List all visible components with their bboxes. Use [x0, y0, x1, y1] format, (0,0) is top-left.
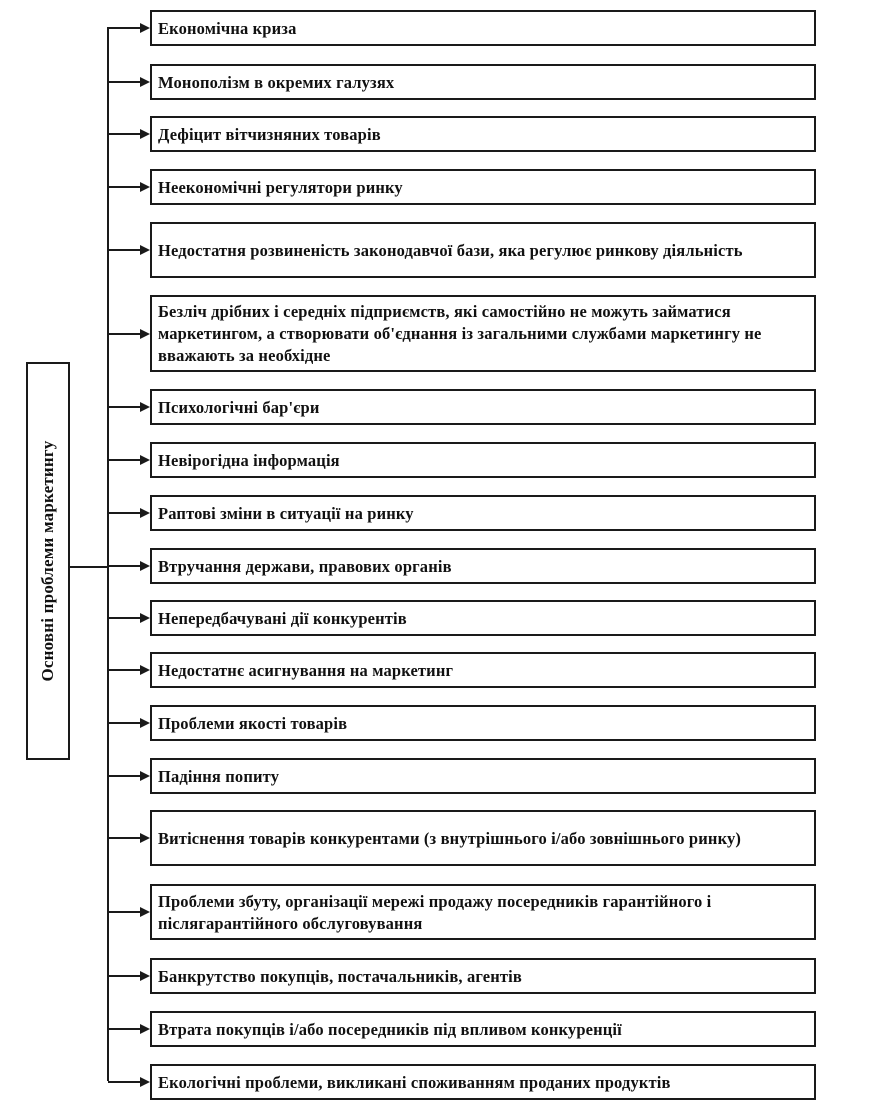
problem-box	[150, 64, 816, 100]
branch-connector	[108, 512, 142, 514]
problem-box	[150, 958, 816, 994]
root-connector	[70, 566, 108, 568]
arrow-head-icon	[140, 1024, 150, 1034]
problem-box	[150, 389, 816, 425]
arrow-head-icon	[140, 718, 150, 728]
problem-label: Монополізм в окремих галузях	[158, 72, 395, 92]
problem-box	[150, 442, 816, 478]
arrow-head-icon	[140, 329, 150, 339]
branch-connector	[108, 27, 142, 29]
branch-connector	[108, 81, 142, 83]
problem-box	[150, 810, 816, 866]
problem-box	[150, 169, 816, 205]
arrow-head-icon	[140, 971, 150, 981]
problem-box	[150, 495, 816, 531]
branch-connector	[108, 249, 142, 251]
problem-label: Банкрутство покупців, постачальників, агентів	[158, 966, 522, 986]
branch-connector	[108, 1028, 142, 1030]
problem-label: Безліч дрібних і середніх підприємств, які самостійно не можуть займатися маркетингом, а створювати об'єднання із загальними службами маркетингу не вважають за необхідне	[158, 302, 762, 365]
arrow-head-icon	[140, 455, 150, 465]
branch-connector	[108, 669, 142, 671]
branch-connector	[108, 186, 142, 188]
arrow-head-icon	[140, 613, 150, 623]
branch-connector	[108, 911, 142, 913]
problem-label: Недостатнє асигнування на маркетинг	[158, 660, 454, 680]
problem-label: Витіснення товарів конкурентами (з внутрішнього і/або зовнішнього ринку)	[158, 828, 742, 848]
arrow-head-icon	[140, 245, 150, 255]
branch-connector	[108, 975, 142, 977]
arrow-head-icon	[140, 77, 150, 87]
problem-label: Проблеми якості товарів	[158, 713, 348, 733]
problem-label: Проблеми збуту, організації мережі продажу посередників гарантійного і післягарантійного обслуговування	[158, 891, 712, 933]
problem-box	[150, 652, 816, 688]
arrow-head-icon	[140, 665, 150, 675]
root-label: Основні проблеми маркетингу	[38, 440, 57, 682]
problem-box	[150, 1011, 816, 1047]
problem-label: Втручання держави, правових органів	[158, 556, 452, 576]
problem-label: Втрата покупців і/або посередників під впливом конкуренції	[158, 1019, 622, 1039]
problem-box	[150, 884, 816, 940]
problem-box	[150, 10, 816, 46]
arrow-head-icon	[140, 129, 150, 139]
problem-label: Недостатня розвиненість законодавчої бази, яка регулює ринкову діяльність	[158, 240, 743, 260]
problem-box	[150, 116, 816, 152]
branch-connector	[108, 459, 142, 461]
problem-label: Падіння попиту	[158, 766, 280, 786]
problem-box	[150, 295, 816, 372]
arrow-head-icon	[140, 23, 150, 33]
branch-connector	[108, 617, 142, 619]
arrow-head-icon	[140, 561, 150, 571]
branch-connector	[108, 565, 142, 567]
problem-box	[150, 222, 816, 278]
root-node	[26, 362, 70, 760]
problem-label: Психологічні бар'єри	[158, 397, 320, 417]
problem-label: Невірогідна інформація	[158, 450, 340, 470]
problem-box	[150, 758, 816, 794]
branch-connector	[108, 333, 142, 335]
problem-label: Раптові зміни в ситуації на ринку	[158, 503, 414, 523]
problem-label: Неекономічні регулятори ринку	[158, 177, 403, 197]
problem-box	[150, 705, 816, 741]
problem-box	[150, 1064, 816, 1100]
arrow-head-icon	[140, 833, 150, 843]
problem-label: Екологічні проблеми, викликані споживанням проданих продуктів	[158, 1072, 671, 1092]
arrow-head-icon	[140, 508, 150, 518]
branch-connector	[108, 133, 142, 135]
arrow-head-icon	[140, 402, 150, 412]
arrow-head-icon	[140, 182, 150, 192]
problem-label: Економічна криза	[158, 18, 297, 38]
problem-box	[150, 548, 816, 584]
arrow-head-icon	[140, 1077, 150, 1087]
branch-connector	[108, 406, 142, 408]
branch-connector	[108, 837, 142, 839]
branch-connector	[108, 1081, 142, 1083]
branch-connector	[108, 775, 142, 777]
arrow-head-icon	[140, 771, 150, 781]
problem-box	[150, 600, 816, 636]
arrow-head-icon	[140, 907, 150, 917]
branch-connector	[108, 722, 142, 724]
problem-label: Непередбачувані дії конкурентів	[158, 608, 407, 628]
problem-label: Дефіцит вітчизняних товарів	[158, 124, 381, 144]
